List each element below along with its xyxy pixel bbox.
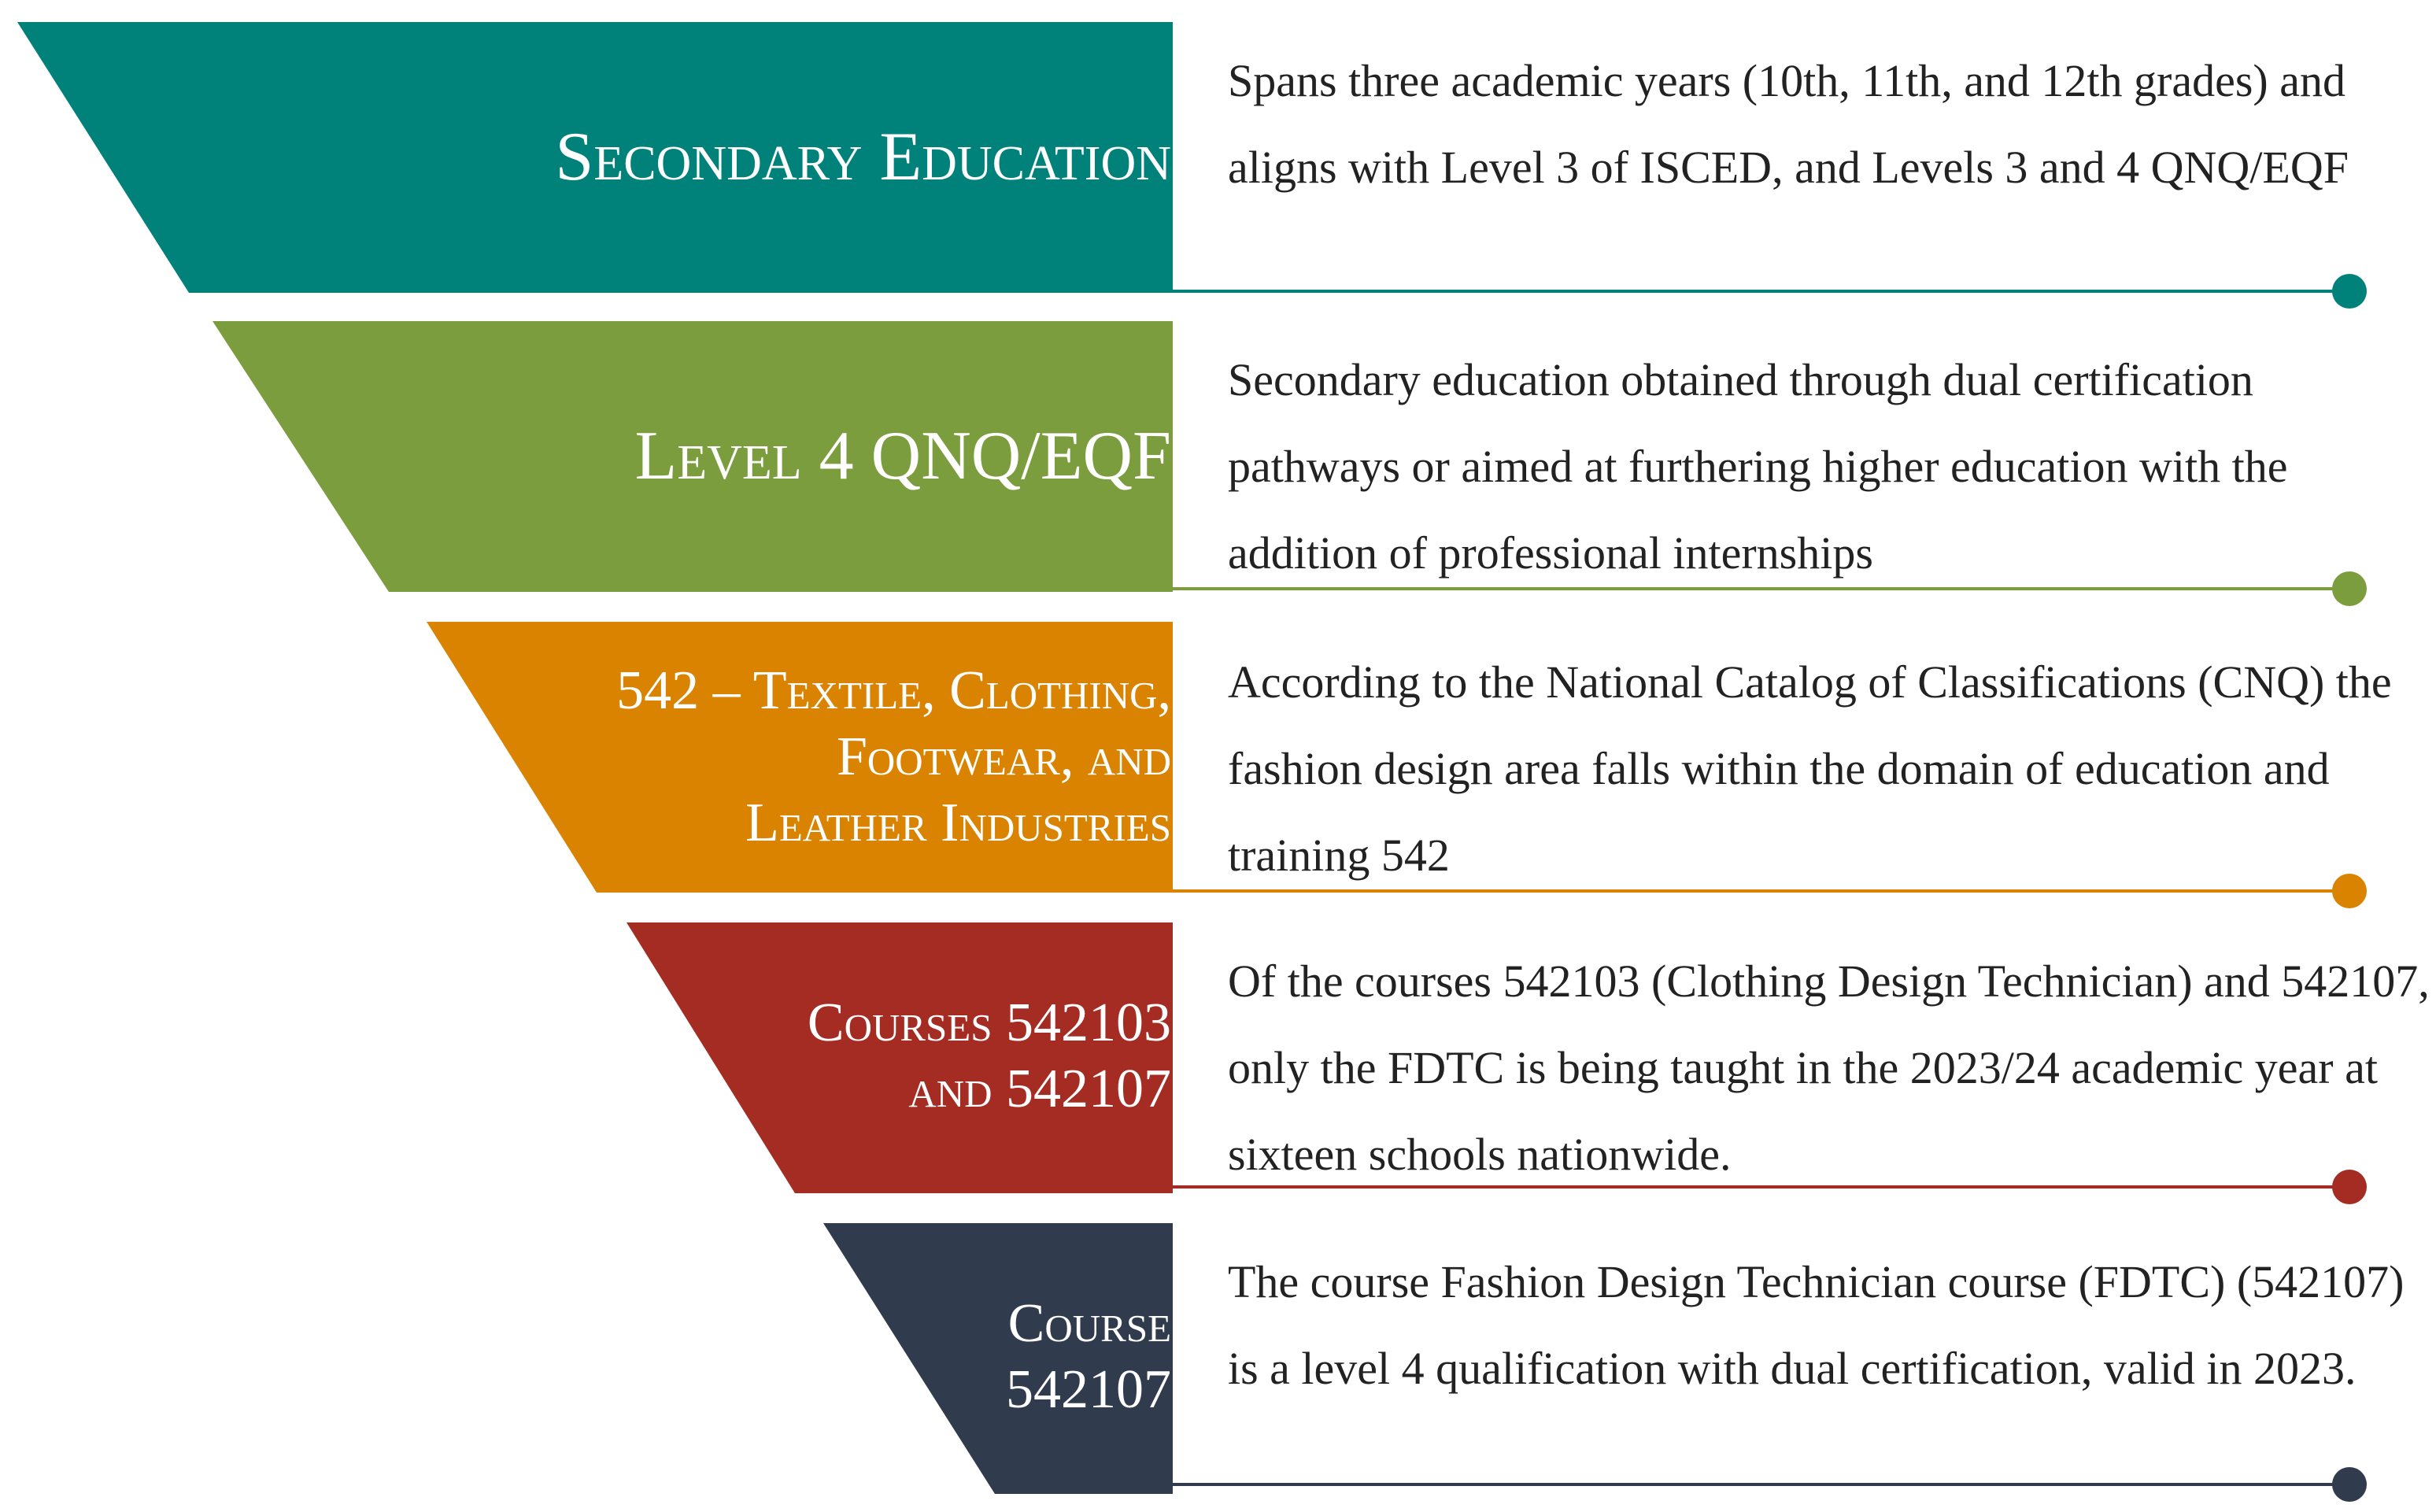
label-courses-line-1: Courses 542103	[807, 993, 1171, 1053]
description-542-industries: According to the National Catalog of Classifications (CNQ) the fashion design area falls within the domain of education and training 542	[1228, 656, 2392, 881]
label-542-line-2: Footwear, and	[836, 726, 1171, 787]
label-542-line-3: Leather Industries	[745, 793, 1171, 853]
label-secondary-education: Secondary Education	[555, 119, 1171, 195]
label-courses-line-2: and 542107	[908, 1059, 1171, 1119]
label-course-line-1: Course	[1007, 1293, 1171, 1354]
label-542-line-1: 542 – Textile, Clothing,	[616, 660, 1171, 721]
label-course-line-2: 542107	[1006, 1359, 1171, 1420]
label-courses	[808, 990, 1171, 1122]
label-level-4: Level 4 QNQ/EQF	[634, 418, 1171, 494]
description-level-4: Secondary education obtained through dual certification pathways or aimed at furthering higher education with the addition of professional internships	[1228, 354, 2288, 579]
connector-dot-course-542107	[2332, 1467, 2367, 1502]
description-secondary-education: Spans three academic years (10th, 11th, and 12th grades) and aligns with Level 3 of ISCED, and Levels 3 and 4 QNQ/EQF	[1228, 55, 2349, 193]
label-course-542107	[1006, 1291, 1171, 1423]
connector-dot-secondary-education	[2332, 274, 2367, 309]
description-course-542107: The course Fashion Design Technician course (FDTC) (542107) is a level 4 qualification with dual certification, valid in 2023.	[1228, 1256, 2405, 1394]
label-542-industries	[616, 658, 1171, 856]
description-courses: Of the courses 542103 (Clothing Design Technician) and 542107, only the FDTC is being taught in the 2023/24 academic year at sixteen schools nationwide.	[1228, 956, 2430, 1180]
